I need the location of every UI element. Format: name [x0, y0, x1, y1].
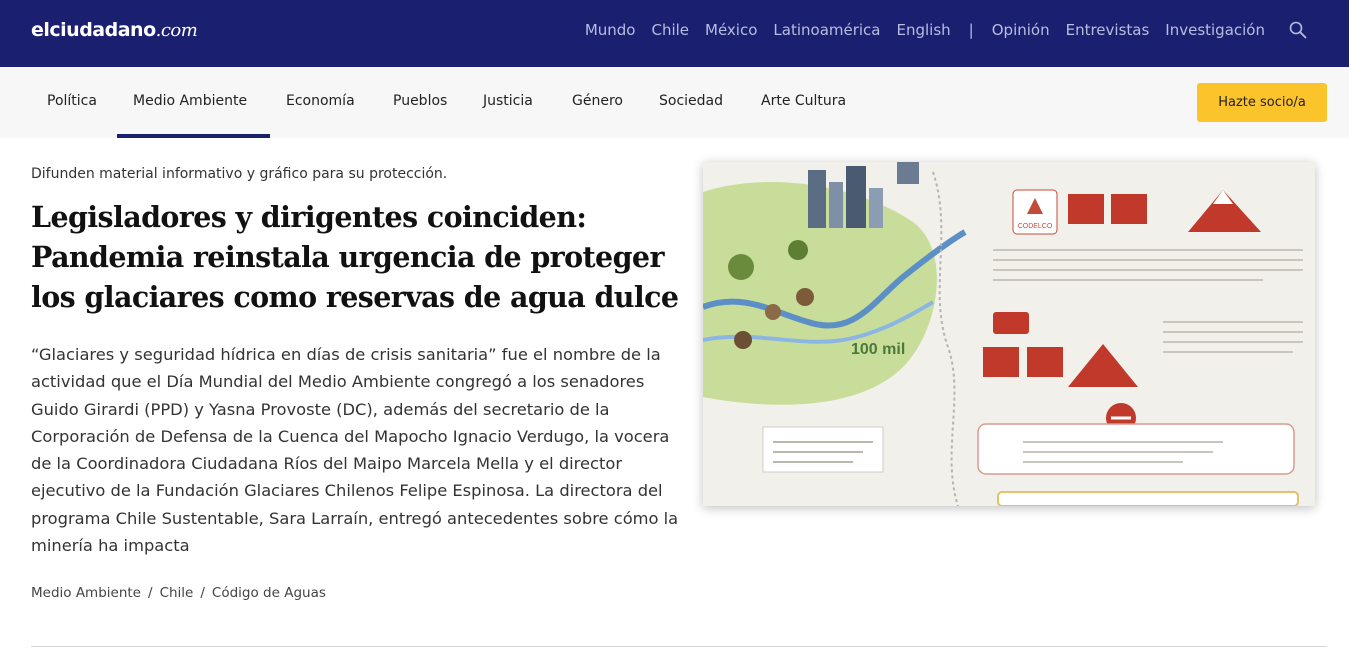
divider — [31, 646, 1327, 647]
infographic-building — [897, 162, 919, 184]
logo-tld: .com — [155, 20, 198, 41]
infographic-building — [869, 188, 883, 228]
top-nav — [585, 21, 1265, 39]
top-nav-mexico[interactable]: México — [705, 21, 758, 39]
infographic-note-box — [763, 427, 883, 472]
svg-text:CODELCO: CODELCO — [1017, 223, 1053, 230]
section-nav-genero[interactable]: Género — [572, 93, 623, 109]
section-nav-pueblos[interactable]: Pueblos — [393, 93, 448, 109]
infographic-figure — [796, 288, 814, 306]
section-nav-arte-cultura[interactable]: Arte Cultura — [761, 93, 847, 109]
top-nav-investigacion[interactable]: Investigación — [1165, 21, 1265, 39]
article-lede: “Glaciares y seguridad hídrica en días de crisis sanitaria” fue el nombre de la actividad que el Día Mundial del Medio Ambiente congregó a los senadores Guido Girardi (PPD) y Yasna Provoste (DC), además del secretario de la Corporación de Defensa de la Cuenca del Mapocho Ignacio Verdugo, la vocera de la Coordinadora Ciudadana Ríos del Maipo Marcela Mella y el director ejecutivo de la Fundación Glaciares Chilenos Felipe Espinosa. La directora del programa Chile Sustentable, Sara Larraín, entregó antecedentes sobre cómo la minería ha impacta — [31, 345, 679, 556]
top-nav-separator: | — [968, 21, 974, 39]
top-nav-entrevistas[interactable]: Entrevistas — [1065, 21, 1150, 39]
svg-text:100 mil: 100 mil — [851, 341, 906, 358]
section-nav — [0, 67, 1349, 138]
top-nav-chile[interactable]: Chile — [651, 21, 690, 39]
section-nav-justicia[interactable]: Justicia — [483, 93, 533, 109]
infographic-figure — [734, 331, 752, 349]
tag-codigo-de-aguas[interactable]: Código de Aguas — [211, 585, 326, 601]
section-nav-politica[interactable]: Política — [47, 93, 97, 109]
tag-medio-ambiente[interactable]: Medio Ambiente — [31, 585, 141, 601]
top-nav-english[interactable]: English — [896, 21, 951, 39]
infographic-stat-box — [1111, 194, 1147, 224]
active-tab-indicator — [117, 134, 270, 138]
infographic-building — [846, 166, 866, 228]
section-nav-sociedad[interactable]: Sociedad — [659, 93, 724, 109]
infographic-building — [829, 182, 843, 228]
infographic-tree — [788, 240, 808, 260]
tag-separator: / — [200, 585, 205, 601]
tag-chile[interactable]: Chile — [159, 585, 194, 601]
article-tags — [31, 585, 326, 601]
infographic-stat-box — [983, 347, 1019, 377]
logo-main: elciudadano — [31, 19, 156, 41]
article-kicker: Difunden material informativo y gráfico para su protección. — [31, 166, 448, 182]
top-nav-latinoamerica[interactable]: Latinoamérica — [773, 21, 881, 39]
search-icon[interactable] — [1289, 21, 1307, 39]
infographic-tree — [728, 254, 754, 280]
section-nav-medio-ambiente[interactable]: Medio Ambiente — [133, 93, 248, 109]
tag-separator: / — [148, 585, 153, 601]
glacier-infographic — [703, 162, 1315, 506]
infographic-stat-box — [1068, 194, 1104, 224]
infographic-bottom-box — [998, 492, 1298, 506]
infographic-quote-box — [978, 424, 1294, 474]
top-header — [0, 0, 1349, 67]
hazte-socio-button[interactable]: Hazte socio/a — [1197, 83, 1327, 122]
infographic-stat-box — [1027, 347, 1063, 377]
top-nav-mundo[interactable]: Mundo — [584, 21, 636, 39]
infographic-building — [808, 170, 826, 228]
top-nav-opinion[interactable]: Opinión — [991, 21, 1050, 39]
infographic-figure — [765, 304, 781, 320]
site-logo[interactable] — [31, 19, 197, 41]
infographic-badge — [993, 312, 1029, 334]
article-hero-image[interactable] — [703, 162, 1315, 506]
section-nav-economia[interactable]: Economía — [286, 93, 355, 109]
article-headline[interactable]: Legisladores y dirigentes coinciden: Pandemia reinstala urgencia de proteger los glaciares como reservas de agua dulce — [31, 200, 679, 314]
